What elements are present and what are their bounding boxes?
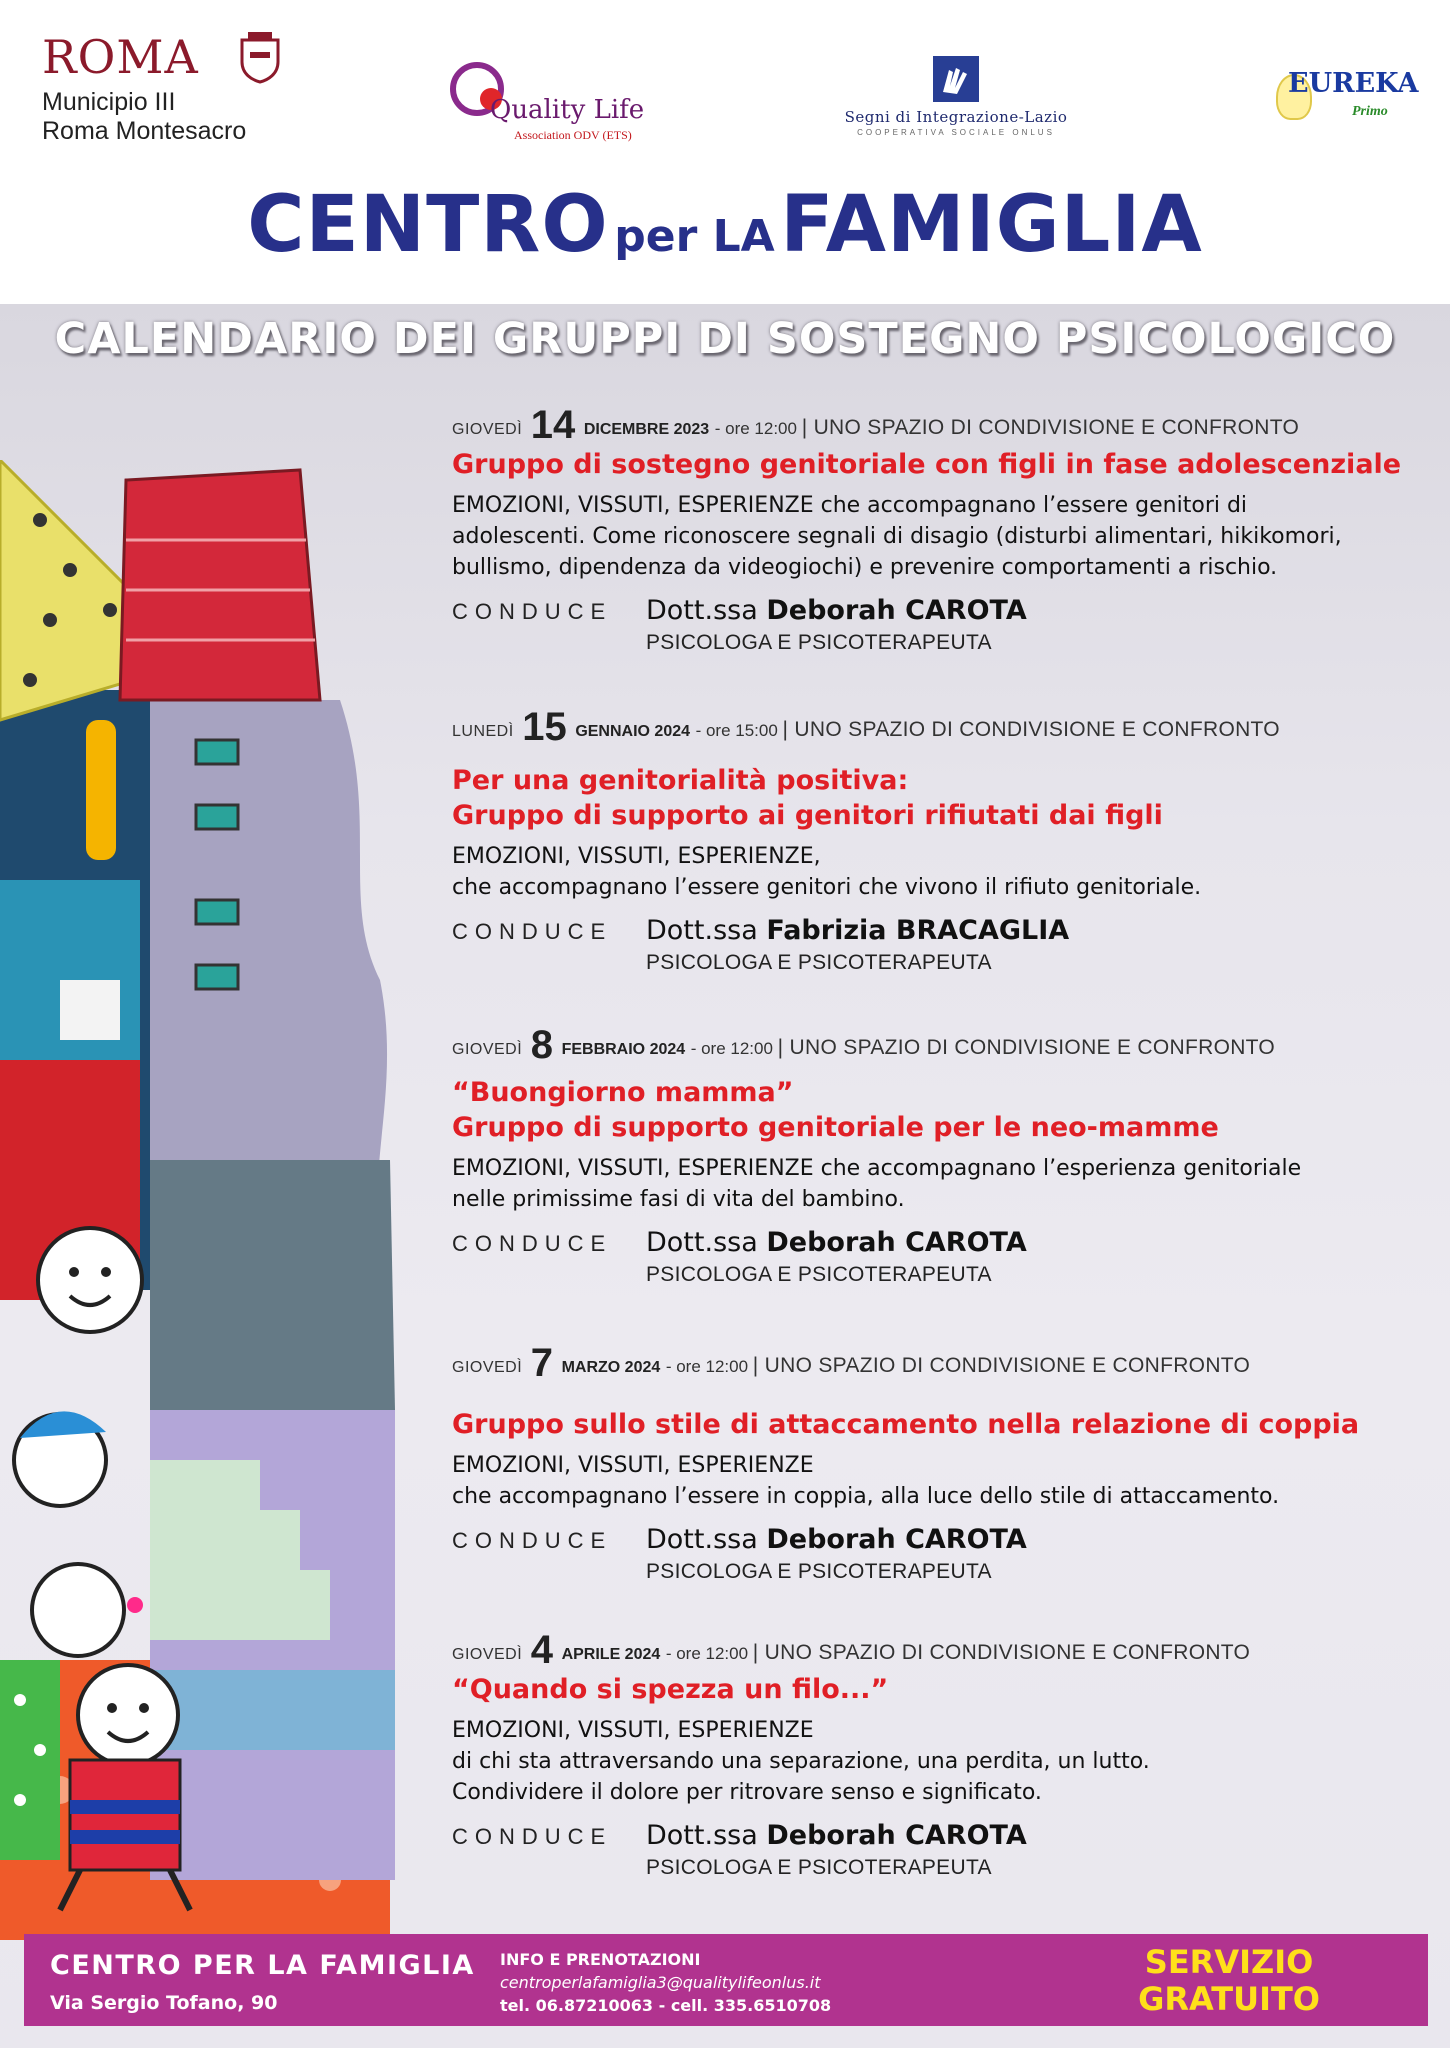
event-desc-line: di chi sta attraversando una separazione, una perdita, un lutto. [452, 1749, 1150, 1774]
event-title: Gruppo di sostegno genitoriale con figli in fase adolescenziale [452, 449, 1402, 480]
event-leader [452, 915, 1412, 975]
title-part3: FAMIGLIA [780, 180, 1203, 270]
event-date: 7 [530, 1341, 553, 1385]
leader-prefix: Dott.ssa [646, 1227, 758, 1258]
event-meta [452, 1023, 1412, 1067]
hands-icon [933, 56, 979, 102]
quality-life-name: Quality Life [490, 95, 645, 125]
event-month: FEBBRAIO 2024 [561, 1041, 686, 1058]
event-4 [452, 1341, 1412, 1584]
segni-sub: COOPERATIVA SOCIALE ONLUS [857, 128, 1055, 137]
leader-role: PSICOLOGA E PSICOTERAPEUTA [646, 631, 992, 654]
event-month: DICEMBRE 2023 [583, 421, 710, 438]
segni-logo [826, 56, 1086, 137]
event-1 [452, 403, 1412, 655]
event-month: MARZO 2024 [561, 1359, 661, 1376]
event-meta [452, 403, 1412, 447]
event-description [452, 1450, 1412, 1512]
event-desc-line: EMOZIONI, VISSUTI, ESPERIENZE [452, 1453, 814, 1478]
event-date: 15 [522, 705, 567, 749]
event-title: Gruppo sullo stile di attaccamento nella relazione di coppia [452, 1409, 1360, 1440]
eureka-name: EUREKA [1288, 68, 1419, 99]
event-desc-line: che accompagnano l’essere in coppia, alla luce dello stile di attaccamento. [452, 1484, 1280, 1509]
event-day: GIOVEDÌ [452, 421, 523, 438]
event-3 [452, 1023, 1412, 1287]
event-title: Gruppo di supporto genitoriale per le neo-mamme [452, 1112, 1219, 1143]
event-desc-line: EMOZIONI, VISSUTI, ESPERIENZE, [452, 844, 821, 869]
event-title: Gruppo di supporto ai genitori rifiutati dai figli [452, 800, 1163, 831]
leader-name [646, 1227, 1027, 1258]
event-meta [452, 1628, 1412, 1672]
event-desc-line: nelle primissime fasi di vita del bambino. [452, 1187, 905, 1212]
event-description [452, 1153, 1412, 1215]
footer-contacts [500, 1948, 831, 2017]
leader-role: PSICOLOGA E PSICOTERAPEUTA [646, 951, 992, 974]
event-time: - ore 12:00 [714, 419, 802, 438]
event-tag: | UNO SPAZIO DI CONDIVISIONE E CONFRONTO [752, 1354, 1251, 1377]
leader-surname: Deborah CAROTA [766, 1227, 1027, 1258]
event-tag: | UNO SPAZIO DI CONDIVISIONE E CONFRONTO [801, 416, 1300, 439]
event-date: 14 [530, 403, 576, 447]
leader-prefix: Dott.ssa [646, 915, 758, 946]
event-desc-line: adolescenti. Come riconoscere segnali di disagio (disturbi alimentari, hikikomori, [452, 524, 1342, 549]
free-line2: GRATUITO [1138, 1980, 1320, 2018]
footer-center-name: CENTRO PER LA FAMIGLIA [50, 1950, 475, 1981]
conduce-label: CONDUCE [452, 1528, 613, 1553]
event-title: Per una genitorialità positiva: [452, 765, 909, 796]
header-logos [0, 0, 1450, 175]
event-title: “Quando si spezza un filo...” [452, 1674, 889, 1705]
leader-surname: Deborah CAROTA [766, 595, 1027, 626]
event-desc-line: EMOZIONI, VISSUTI, ESPERIENZE che accompagnano l’esperienza genitoriale [452, 1156, 1302, 1181]
event-desc-line: bullismo, dipendenza da videogiochi) e prevenire comportamenti a rischio. [452, 555, 1278, 580]
houses-children-illustration [0, 460, 420, 1940]
event-title: “Buongiorno mamma” [452, 1077, 794, 1108]
event-time: - ore 15:00 [695, 721, 783, 740]
leader-prefix: Dott.ssa [646, 1820, 758, 1851]
leader-name [646, 595, 1027, 626]
leader-surname: Fabrizia BRACAGLIA [766, 915, 1070, 946]
title-part2: per LA [614, 211, 775, 262]
page-title [0, 180, 1450, 270]
event-month: APRILE 2024 [561, 1646, 661, 1663]
event-tag: | UNO SPAZIO DI CONDIVISIONE E CONFRONTO [782, 718, 1280, 741]
leader-surname: Deborah CAROTA [766, 1820, 1027, 1851]
event-time: - ore 12:00 [665, 1644, 753, 1663]
leader-name [646, 1524, 1027, 1555]
eureka-sub: Primo [1352, 104, 1388, 119]
roma-name: ROMA [42, 30, 199, 84]
quality-life-sub: Association ODV (ETS) [514, 128, 632, 142]
event-description [452, 841, 1412, 903]
event-date: 4 [530, 1628, 553, 1672]
event-day: GIOVEDÌ [452, 1041, 523, 1058]
event-description [452, 490, 1412, 583]
email-link[interactable]: centroperlafamiglia3@qualitylifeonlus.it [500, 1973, 821, 1992]
eureka-logo [1254, 62, 1419, 142]
event-meta [452, 1341, 1412, 1385]
leader-name [646, 1820, 1027, 1851]
event-desc-line: EMOZIONI, VISSUTI, ESPERIENZE che accompagnano l’essere genitori di [452, 493, 1248, 518]
event-desc-line: che accompagnano l’essere genitori che vivono il rifiuto genitoriale. [452, 875, 1202, 900]
footer-bar [24, 1934, 1428, 2026]
event-leader [452, 1524, 1412, 1584]
event-desc-line: EMOZIONI, VISSUTI, ESPERIENZE [452, 1718, 814, 1743]
event-meta [452, 705, 1412, 749]
conduce-label: CONDUCE [452, 599, 613, 624]
event-day: LUNEDÌ [452, 723, 514, 740]
leader-role: PSICOLOGA E PSICOTERAPEUTA [646, 1263, 992, 1286]
roma-shield-icon [238, 30, 282, 84]
segni-name: Segni di Integrazione-Lazio [844, 108, 1068, 126]
event-time: - ore 12:00 [690, 1039, 778, 1058]
roma-line1: Municipio III [42, 88, 176, 116]
roma-logo [42, 30, 246, 146]
page-subtitle: CALENDARIO DEI GRUPPI DI SOSTEGNO PSICOLOGICO [54, 314, 1396, 364]
event-leader [452, 1820, 1412, 1880]
footer-address: Via Sergio Tofano, 90 [50, 1992, 278, 2014]
leader-prefix: Dott.ssa [646, 595, 758, 626]
event-day: GIOVEDÌ [452, 1359, 523, 1376]
leader-prefix: Dott.ssa [646, 1524, 758, 1555]
leader-surname: Deborah CAROTA [766, 1524, 1027, 1555]
event-tag: | UNO SPAZIO DI CONDIVISIONE E CONFRONTO [777, 1036, 1276, 1059]
phone-numbers: tel. 06.87210063 - cell. 335.6510708 [500, 1996, 832, 2015]
event-5 [452, 1628, 1412, 1880]
free-line1: SERVIZIO [1144, 1943, 1314, 1981]
event-2 [452, 705, 1412, 975]
event-desc-line: Condividere il dolore per ritrovare senso e significato. [452, 1780, 1042, 1805]
conduce-label: CONDUCE [452, 919, 613, 944]
leader-role: PSICOLOGA E PSICOTERAPEUTA [646, 1560, 992, 1583]
event-tag: | UNO SPAZIO DI CONDIVISIONE E CONFRONTO [752, 1641, 1251, 1664]
free-service-badge [1138, 1944, 1320, 2018]
conduce-label: CONDUCE [452, 1231, 613, 1256]
event-time: - ore 12:00 [665, 1357, 753, 1376]
title-part1: CENTRO [247, 180, 609, 270]
event-leader [452, 595, 1412, 655]
conduce-label: CONDUCE [452, 1824, 613, 1849]
roma-line2: Roma Montesacro [42, 117, 247, 145]
info-label: INFO E PRENOTAZIONI [500, 1950, 701, 1969]
event-leader [452, 1227, 1412, 1287]
event-month: GENNAIO 2024 [575, 723, 691, 740]
event-description [452, 1715, 1412, 1808]
event-date: 8 [530, 1023, 553, 1067]
event-day: GIOVEDÌ [452, 1646, 523, 1663]
leader-name [646, 915, 1069, 946]
leader-role: PSICOLOGA E PSICOTERAPEUTA [646, 1856, 992, 1879]
